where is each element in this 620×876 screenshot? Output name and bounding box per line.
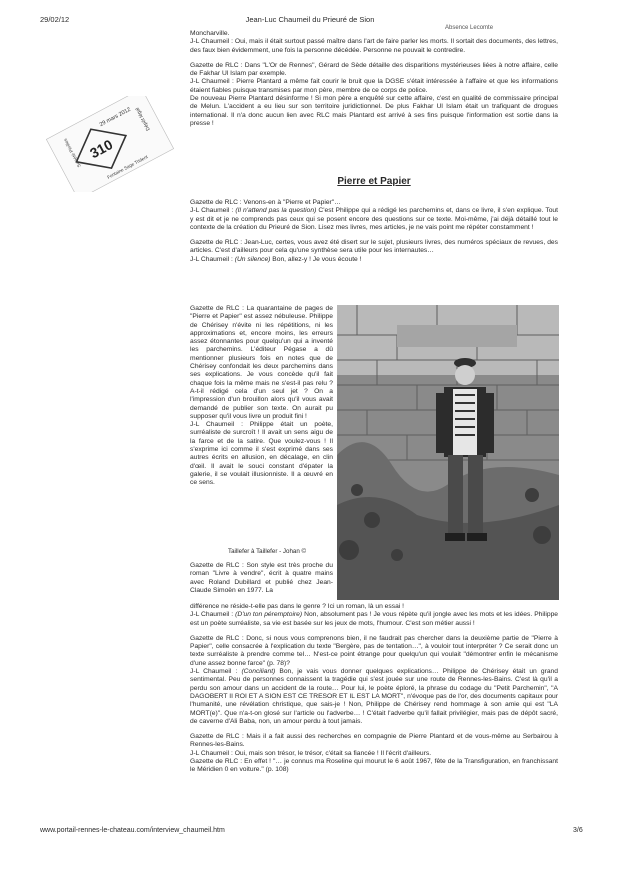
stamp-left-text: Société Périllos	[62, 137, 82, 169]
dialogue-text: différence ne réside-t-elle pas dans le genre ? Ici un roman, là un essai ! J-L Chaumeil :	[190, 603, 404, 619]
registration-stamp	[42, 96, 178, 192]
photo-man-at-ruins	[337, 305, 559, 600]
dialogue-text: Bon, allez-y ! Je vous écoute !	[270, 255, 362, 263]
intro-paragraph: J-L Chaumeil : Oui, mais il était surtout passé maître dans l'art de faire parler les morts. Il sortait des documents, des lettres, des faux bien évidemment, une fois la personne décédée. Personne ne pouvait le contredire.	[190, 38, 558, 54]
column-paragraph: Gazette de RLC : Son style est très proche du roman "Livre à vendre", écrit à quatre mains avec Roland Dubillard et publié chez Jean-Claude Simoën en 1977. La	[190, 562, 333, 594]
stamp-bottom-text: Fontaine Sage Trident	[106, 154, 149, 180]
stage-direction: (Un silence)	[234, 255, 271, 263]
print-date: 29/02/12	[40, 15, 70, 24]
footer-page-number: 3/6	[573, 827, 583, 834]
left-column-text	[190, 305, 333, 488]
stamp-number: 310	[87, 136, 116, 162]
dialogue-text: Non, absolument pas ! Je vous répète qu'il jongle avec les mots et les idées. Philippe est un poète surréaliste, sa vie est basée sur les jeux de mots, l'humour. C'est son métier aussi !	[190, 611, 559, 627]
dialogue-text: Gazette de RLC : Venons-en à "Pierre et Papier"… J-L Chaumeil :	[190, 199, 341, 215]
pierre-papier-intro	[190, 199, 558, 271]
dialogue-paragraph	[190, 199, 558, 232]
dialogue-paragraph	[190, 635, 558, 726]
left-column-continued	[190, 562, 333, 595]
intro-line: Moncharville.	[190, 30, 230, 37]
stage-direction: (D'un ton péremptoire)	[235, 611, 303, 619]
dialogue-text: Gazette de RLC : Jean-Luc, certes, vous avez été disert sur le sujet, plusieurs livres, des numéros spéciaux de revues, des articles. C'est d'ailleurs pour cela qu'une synthèse sera utile pour les internautes… J-L Chaumeil :	[190, 239, 558, 263]
page-header-title: Jean-Luc Chaumeil du Prieuré de Sion	[245, 15, 375, 24]
stage-direction: (Il n'attend pas la question)	[235, 207, 317, 215]
footer-url: www.portail-rennes-le-chateau.com/interview_chaumeil.htm	[40, 827, 225, 834]
dialogue-text: C'est Philippe qui a rédigé les parchemins et, dans ce livre, il s'en explique. Tout y est dit et je ne comprends pas ceux qui se posent encore des questions sur ce texte. Moi-même, j'ai déjà détaillé tout le contexte de la création du Prieuré de Sion. Lisez mes livres, mes articles, je ne vais point me répéter constamment !	[190, 207, 559, 231]
section-title: Pierre et Papier	[337, 176, 411, 187]
column-paragraph: Gazette de RLC : La quarantaine de pages de "Pierre et Papier" est assez nébuleuse. Philippe de Chérisey n'évite ni les répétitions, ni les approximations et, encore moins, les erreurs assez étonnantes pour quelqu'un qui a inventé les parchemins. L'éditeur Pégase a dû mentionner plusieurs fois en notes que de Chérisey confondait les deux parchemins dans ses explications. Je vous concède qu'il fait chaque fois la même mais ne s'est-il pas relu ? A-t-il rédigé cela d'un seul jet ? On a l'impression d'un brouillon alors qu'il vous avait demandé de publier son texte. On aurait pu supposer qu'il vous livre un produit fini ! J-L Chaumeil : Philippe était un poète, surréaliste de surcroît ! Il avait un sens aigu de la farce et de la satire. Que voulez-vous ! Il s'exprime ici comme il s'est exprimé dans ses autres écrits en allusion, en décalage, en clin d'œil. Il avait le souci constant d'épater la galerie, il se voulait illusionniste. Il a œuvré en ce sens.	[190, 305, 333, 487]
dialogue-text: Gazette de RLC : Donc, si nous vous comprenons bien, il ne faudrait pas chercher dans la deuxième partie de "Pierre à Papier", celle consacrée à l'explication du texte "Bergère, pas de tentation…", à vouloir tout interpréter ? Ce serait donc un texte surréaliste à prendre comme tel… N'est-ce point étrange pour quelqu'un qui voulait "démontrer enfin le mécanisme d'une assez bonne farce" (p. 78)? J-L Chaumeil :	[190, 634, 558, 676]
stage-direction: (Conciliant)	[241, 668, 276, 676]
dialogue-paragraph	[190, 239, 558, 264]
cut-off-text: Absence Lecomte	[445, 25, 494, 31]
dialogue-paragraph: Gazette de RLC : Mais il a fait aussi des recherches en compagnie de Pierre Plantard et de vous-même au Serbairou à Rennes-les-Bains. J-L Chaumeil : Oui, mais son trésor, le trésor, c'était sa fiancée ! Il l'écrit d'ailleurs. Gazette de RLC : En effet ! "… je connus ma Roseline qui mourut le 6 août 1967, fête de la Transfiguration, en franchissant le Méridien 0 en voiture." (p. 108)	[190, 733, 558, 774]
intro-text	[190, 30, 558, 135]
stamp-right-text: Dépôt légal	[134, 106, 152, 132]
dialogue-text: Bon, je vais vous donner quelques explications… Philippe de Chérisey était un grand sentimental. Peu de personnes connaissent la tragédie qui s'est jouée sur une route de Rennes-les-Bains. C'est là qu'il a perdu son amour dans un accident de la route… Pour lui, le poète éploré, la phrase du codage du "Petit Parchemin", "A DAGOBERT II ROI ET A SION EST CE TRESOR ET IL EST LA MORT", n'évoque pas de l'or, des documents capitaux pour l'humanité, une révélation christique, que sais-je ! Non, Philippe de Chérisey rend hommage à son amie qui est "LA MORT(e)". Que n'a-t-on glosé sur l'article ou l'adverbe… ! C'était l'adverbe qu'il fallait privilégier, mais pas de dépôt sacré, de caverne d'Ali Baba, non, un amour perdu à tout jamais.	[190, 668, 558, 725]
dialogue-paragraph	[190, 603, 558, 628]
stamp-date: 29 mars 2012	[98, 106, 132, 129]
intro-paragraph: Gazette de RLC : Dans "L'Or de Rennes", Gérard de Sède détaille des disparitions mystérieuses liées à notre affaire, celle de Fakhar Ul Islam par exemple. J-L Chaumeil : Pierre Plantard a même fait courir le bruit que la DGSE s'était intéressée à l'affaire et que les informations étaient fiables puisque transmises par mon père, membre de ce corps de police. De nouveau Pierre Plantard désinforme ! Si mon père a enquêté sur cette affaire, c'est en qualité de commissaire principal de Melun. L'accident a eu lieu sur son territoire juridictionnel. De plus Fakhar Ul Islam était un trafiquant de drogues international. Il n'a donc aucun lien avec RLC mais Plantard est arrivé à ses fins puisque l'information est sortie dans la presse !	[190, 61, 558, 127]
lower-dialogue	[190, 603, 558, 782]
photo-caption: Taillefer à Taillefer - Johan ©	[228, 548, 307, 555]
